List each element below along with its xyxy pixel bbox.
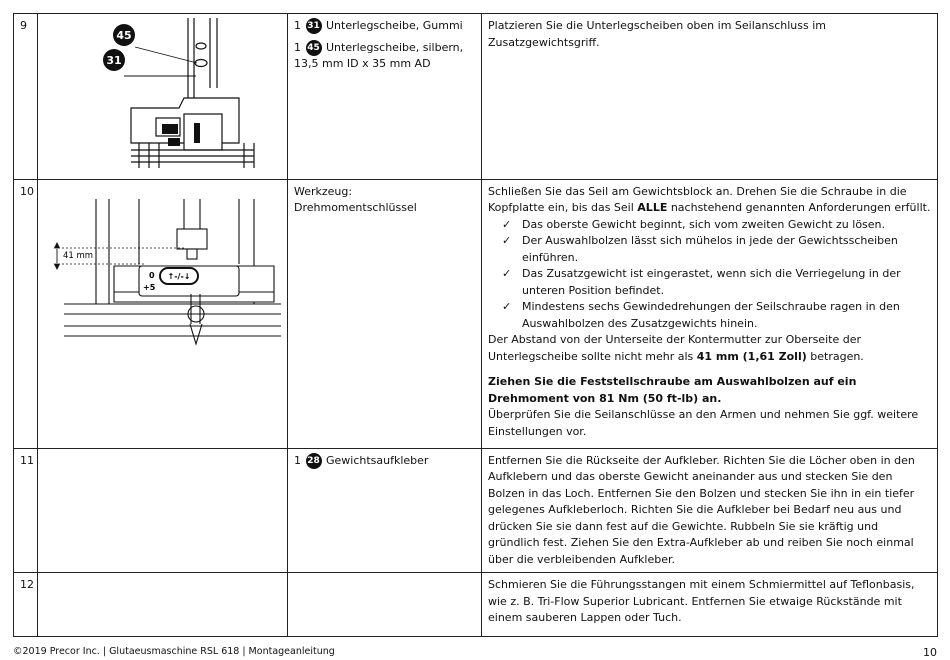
torque-instruction: Ziehen Sie die Feststellschraube am Auswahlbolzen auf ein Drehmoment von 81 Nm (50 ft-lb) an.	[488, 375, 857, 405]
step-9-figure	[38, 14, 288, 180]
step-10-figure	[38, 179, 288, 448]
step-number: 9	[14, 14, 38, 180]
instruction-cell: Platzieren Sie die Unterlegscheiben oben im Seilanschluss im Zusatzgewichtsgriff.	[482, 14, 938, 180]
checkmark-icon: ✓	[502, 217, 512, 231]
svg-text:+5: +5	[143, 282, 156, 292]
svg-text:0: 0	[149, 270, 155, 280]
step-row-12	[14, 573, 938, 637]
step-row-10	[14, 179, 938, 448]
checkmark-icon: ✓	[502, 300, 512, 313]
callout-31-badge	[103, 49, 125, 71]
list-item: ✓ Das Zusatzgewicht ist eingerastet, wenn sich die Verriegelung in der unteren Position befindet.	[502, 266, 931, 299]
empty-figure-cell	[38, 448, 288, 573]
tool-cell: Werkzeug: Drehmomentschlüssel	[288, 179, 482, 448]
part-line: 1 31 Unterlegscheibe, Gummi	[294, 19, 463, 32]
svg-text:45: 45	[116, 29, 132, 42]
list-item: ✓ Mindestens sechs Gewindedrehungen der Seilschraube ragen in den Auswahlbolzen des Zusatzgewichts hinein.	[502, 299, 931, 332]
part-line: 1 45 Unterlegscheibe, silbern,	[294, 40, 464, 54]
step-row-11	[14, 448, 938, 573]
instruction-cell: Schmieren Sie die Führungsstangen mit einem Schmiermittel auf Teflonbasis, wie z. B. Tri-Flow Superior Lubricant. Entfernen Sie etwaige Rückstände mit einem sauberen Lappen oder Tuch.	[482, 573, 938, 637]
parts-cell	[288, 14, 482, 180]
callout-badge: 31	[306, 18, 322, 34]
requirements-list	[488, 217, 931, 333]
step-number: 10	[14, 179, 38, 448]
page-number: 10	[923, 646, 937, 659]
assembly-steps-table	[13, 13, 938, 637]
distance-paragraph: Der Abstand von der Unterseite der Kontermutter zur Oberseite der Unterlegscheibe sollte nicht mehr als 41 mm (1,61 Zoll) betragen.	[488, 333, 864, 363]
footer-copyright: ©2019 Precor Inc. | Glutaeusmaschine RSL 618 | Montageanleitung	[13, 646, 335, 657]
instruction-cell	[482, 179, 938, 448]
empty-parts-cell	[288, 573, 482, 637]
check-arms-paragraph: Überprüfen Sie die Seilanschlüsse an den Armen und nehmen Sie ggf. weitere Einstellungen vor.	[488, 408, 919, 438]
checkmark-icon: ✓	[502, 267, 512, 280]
checkmark-icon: ✓	[502, 234, 512, 247]
step-row-9	[14, 14, 938, 180]
empty-figure-cell	[38, 573, 288, 637]
callout-badge: 28	[306, 453, 322, 469]
callout-45-badge	[113, 24, 135, 46]
part-spec: 13,5 mm ID x 35 mm AD	[294, 57, 431, 70]
callout-badge: 45	[306, 40, 322, 56]
dimension-label: 41 mm	[63, 250, 94, 261]
step-number: 11	[14, 448, 38, 573]
list-item: ✓ Das oberste Gewicht beginnt, sich vom zweiten Gewicht zu lösen.	[502, 217, 931, 234]
list-item: ✓ Der Auswahlbolzen lässt sich mühelos in jede der Gewichtsscheiben einführen.	[502, 233, 931, 266]
parts-cell: 1 28 Gewichtsaufkleber	[288, 448, 482, 573]
intro-paragraph: Schließen Sie das Seil am Gewichtsblock an. Drehen Sie die Schraube in die Kopfplatte ein, bis das Seil ALLE nachstehend genannten Anforderungen erfüllt.	[488, 184, 931, 214]
svg-text:31: 31	[106, 54, 122, 67]
svg-text:↑-/-↓: ↑-/-↓	[167, 271, 191, 281]
step-number: 12	[14, 573, 38, 637]
instruction-cell: Entfernen Sie die Rückseite der Aufkleber. Richten Sie die Löcher oben in den Aufklebern und das oberste Gewicht aneinander aus und stecken Sie den Bolzen in das Loch. Entfernen Sie den Bolzen und stecken Sie ihn in ein tiefer gelegenes Aufkleberloch. Richten Sie die Aufkleber bei Bedarf neu aus und drücken Sie sie dann fest auf die Gewichte. Rubbeln Sie sie kräftig und gründlich fest. Ziehen Sie den Extra-Aufkleber ab und reiben Sie noch einmal über die verbleibenden Aufkleber.	[482, 448, 938, 573]
